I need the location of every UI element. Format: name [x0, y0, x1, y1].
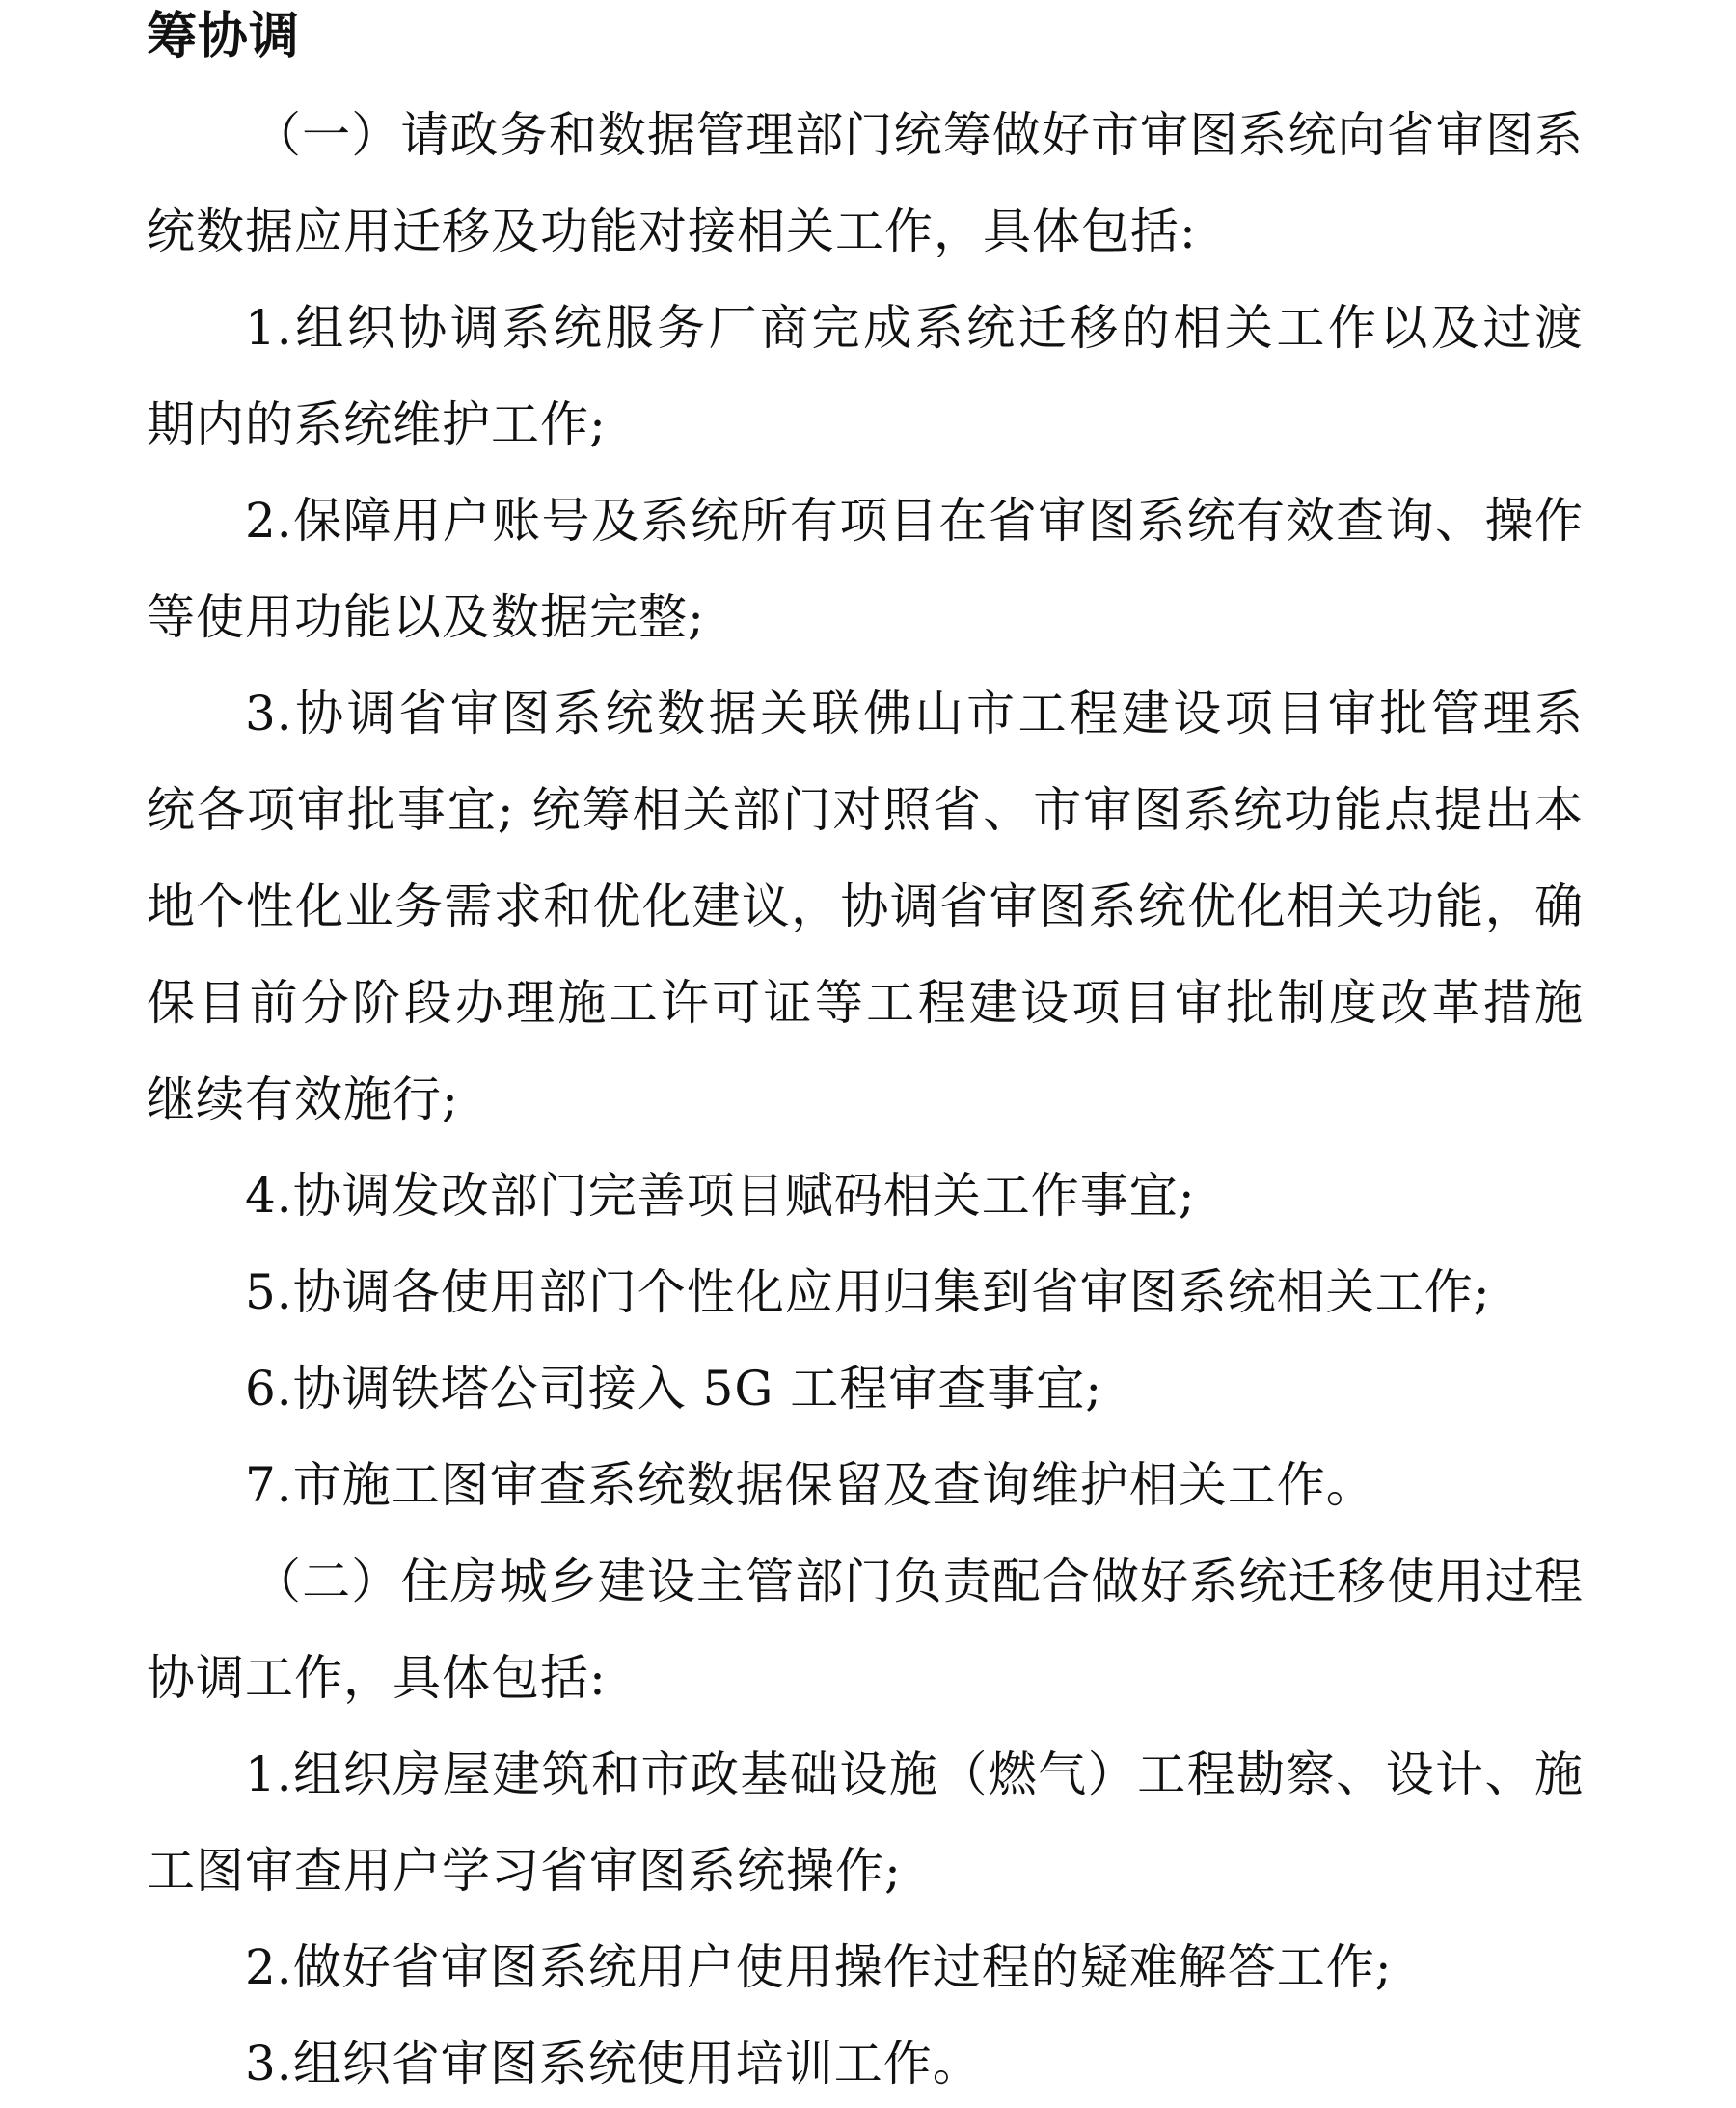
- section2-item1-line1: 1.组织房屋建筑和市政基础设施（燃气）工程勘察、设计、施: [245, 1746, 1584, 1802]
- section1-item6: 6.协调铁塔公司接入 5G 工程审查事宜;: [245, 1361, 1103, 1417]
- section1-item7: 7.市施工图审查系统数据保留及查询维护相关工作。: [245, 1457, 1375, 1513]
- section1-item3-line2: 统各项审批事宜; 统筹相关部门对照省、市审图系统功能点提出本: [147, 782, 1584, 838]
- section2-item3: 3.组织省审图系统使用培训工作。: [245, 2036, 982, 2092]
- section2-intro-line2: 协调工作，具体包括:: [147, 1650, 607, 1706]
- section1-item5: 5.协调各使用部门个性化应用归集到省审图系统相关工作;: [245, 1264, 1491, 1320]
- section1-item2-line2: 等使用功能以及数据完整;: [147, 589, 705, 645]
- section1-item3-line5: 继续有效施行;: [147, 1071, 459, 1127]
- section1-item1-line1: 1.组织协调系统服务厂商完成系统迁移的相关工作以及过渡: [245, 300, 1584, 356]
- section1-intro-line2: 统数据应用迁移及功能对接相关工作，具体包括:: [147, 203, 1197, 259]
- section1-item1-line2: 期内的系统维护工作;: [147, 396, 607, 452]
- section1-item2-line1: 2.保障用户账号及系统所有项目在省审图系统有效查询、操作: [245, 493, 1584, 549]
- section-heading: 筹协调: [147, 8, 301, 66]
- section1-item3-line3: 地个性化业务需求和优化建议，协调省审图系统优化相关功能，确: [147, 878, 1584, 934]
- section1-intro-line1: （一）请政务和数据管理部门统筹做好市审图系统向省审图系: [253, 107, 1584, 163]
- section1-item3-line4: 保目前分阶段办理施工许可证等工程建设项目审批制度改革措施: [147, 975, 1584, 1031]
- section2-item2: 2.做好省审图系统用户使用操作过程的疑难解答工作;: [245, 1939, 1393, 1995]
- section2-intro-line1: （二）住房城乡建设主管部门负责配合做好系统迁移使用过程: [253, 1554, 1584, 1609]
- section1-item3-line1: 3.协调省审图系统数据关联佛山市工程建设项目审批管理系: [245, 686, 1584, 742]
- section2-item1-line2: 工图审查用户学习省审图系统操作;: [147, 1843, 902, 1899]
- section1-item4: 4.协调发改部门完善项目赋码相关工作事宜;: [245, 1168, 1196, 1224]
